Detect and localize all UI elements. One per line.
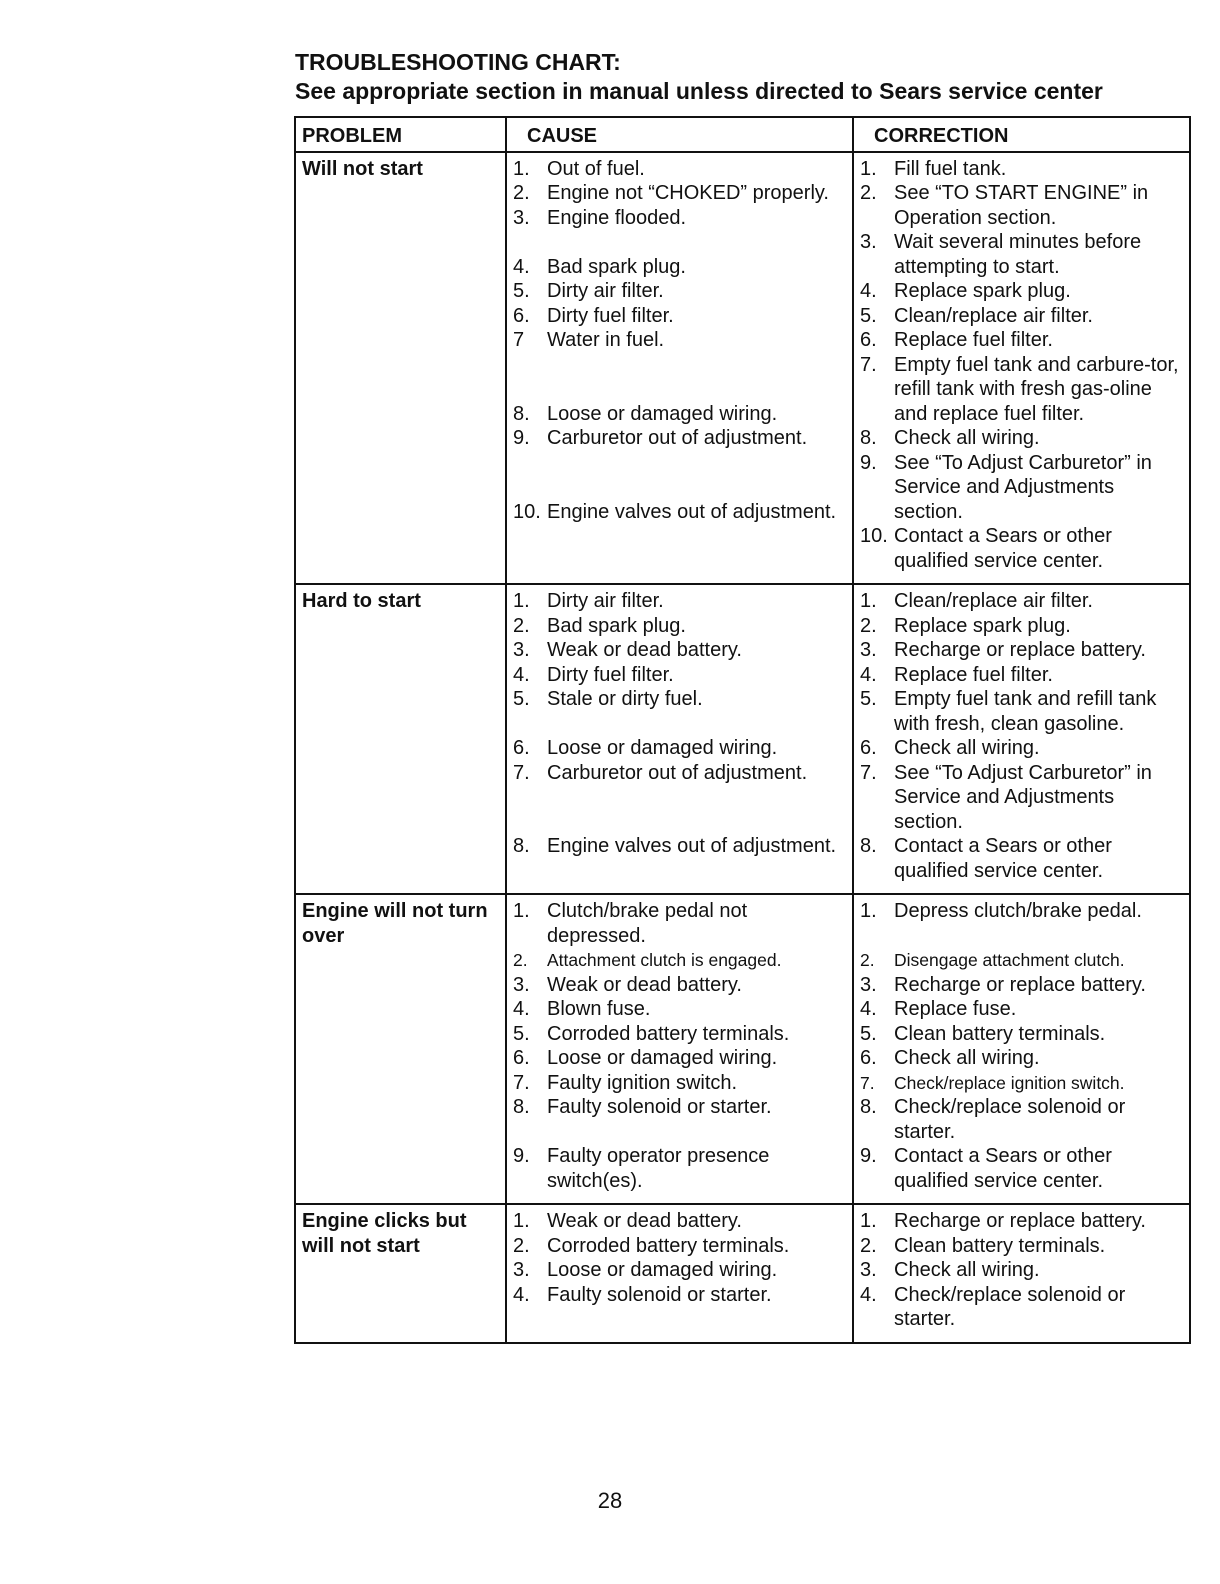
cause-item: 5. Corroded battery terminals. <box>513 1022 790 1045</box>
cause-item: 7 Water in fuel. <box>513 329 665 351</box>
correction-item: 3. Wait several minutes before attempting to start. <box>860 231 1142 278</box>
correction-item: 7. Check/replace ignition switch. <box>860 1072 1125 1093</box>
correction-item: 2. Clean battery terminals. <box>860 1234 1106 1257</box>
correction-item: 7. See “To Adjust Carburetor” in Service and Adjustments section. <box>860 761 1152 833</box>
correction-item: 8. Check all wiring. <box>860 427 1040 449</box>
cause-item: 1. Clutch/brake pedal not depressed. <box>513 900 748 947</box>
cause-item: 1. Out of fuel. <box>513 157 645 180</box>
correction-header: CORRECTION <box>853 117 1190 152</box>
cause-item: 1. Dirty air filter. <box>513 590 664 612</box>
cause-item: 4. Dirty fuel filter. <box>513 663 674 686</box>
cause-header: CAUSE <box>506 117 853 152</box>
correction-item: 2. See “TO START ENGINE” in Operation section. <box>860 182 1149 229</box>
cause-item: 2. Attachment clutch is engaged. <box>513 950 782 970</box>
cause-item: 7. Carburetor out of adjustment. <box>513 761 808 784</box>
correction-item: 4. Check/replace solenoid or starter. <box>860 1283 1126 1330</box>
cause-item: 6. Dirty fuel filter. <box>513 304 674 327</box>
correction-item: 4. Replace fuse. <box>860 998 1017 1020</box>
correction-item: 1. Fill fuel tank. <box>860 157 1007 180</box>
cause-cell <box>506 894 853 1204</box>
cause-item: 7. Faulty ignition switch. <box>513 1071 738 1094</box>
correction-item: 5. Clean battery terminals. <box>860 1022 1106 1045</box>
cause-item: 4. Blown fuse. <box>513 998 651 1020</box>
correction-item: 3. Check all wiring. <box>860 1259 1040 1281</box>
problem-cell: Hard to start <box>295 584 506 894</box>
problem-cell: Engine clicks but will not start <box>295 1204 506 1343</box>
table-row <box>295 1204 1190 1343</box>
correction-item: 10. Contact a Sears or other qualified service center. <box>860 525 1112 572</box>
cause-item: 8. Faulty solenoid or starter. <box>513 1096 772 1118</box>
correction-item: 4. Replace fuel filter. <box>860 663 1053 686</box>
cause-item: 5. Stale or dirty fuel. <box>513 688 703 710</box>
cause-item: 4. Faulty solenoid or starter. <box>513 1283 772 1306</box>
header-row <box>295 117 1190 152</box>
cause-item: 8. Engine valves out of adjustment. <box>513 835 837 857</box>
table-row <box>295 894 1190 1204</box>
correction-cell <box>853 584 1190 894</box>
correction-item: 1. Clean/replace air filter. <box>860 590 1093 612</box>
correction-item: 8. Contact a Sears or other qualified service center. <box>860 835 1112 882</box>
correction-cell <box>853 1204 1190 1343</box>
correction-item: 9. See “To Adjust Carburetor” in Service and Adjustments section. <box>860 451 1152 523</box>
cause-cell <box>506 152 853 585</box>
cause-cell <box>506 1204 853 1343</box>
correction-item: 1. Recharge or replace battery. <box>860 1210 1146 1232</box>
cause-item: 10. Engine valves out of adjustment. <box>513 500 837 523</box>
correction-item: 8. Check/replace solenoid or starter. <box>860 1096 1126 1143</box>
correction-item: 7. Empty fuel tank and carbure-tor, refill tank with fresh gas-oline and replace fuel filter. <box>860 353 1179 425</box>
table-row <box>295 584 1190 894</box>
correction-item: 9. Contact a Sears or other qualified service center. <box>860 1145 1112 1192</box>
cause-item: 8. Loose or damaged wiring. <box>513 402 778 425</box>
correction-cell <box>853 152 1190 585</box>
cause-item: 3. Loose or damaged wiring. <box>513 1259 778 1281</box>
heading <box>295 48 1103 106</box>
chart-title: TROUBLESHOOTING CHART: <box>295 49 621 75</box>
cause-item: 6. Loose or damaged wiring. <box>513 1047 778 1069</box>
page-number: 28 <box>597 1488 623 1513</box>
cause-item: 5. Dirty air filter. <box>513 280 664 302</box>
cause-item: 1. Weak or dead battery. <box>513 1210 742 1232</box>
cause-item: 3. Engine flooded. <box>513 206 687 229</box>
chart-subtitle: See appropriate section in manual unless directed to Sears service center <box>295 78 1103 104</box>
problem-header: PROBLEM <box>295 117 506 152</box>
troubleshooting-table <box>294 116 1191 1344</box>
table-row <box>295 152 1190 585</box>
correction-item: 4. Replace spark plug. <box>860 280 1071 302</box>
cause-item: 2. Engine not “CHOKED” properly. <box>513 182 829 204</box>
correction-item: 3. Recharge or replace battery. <box>860 973 1146 996</box>
correction-item: 6. Replace fuel filter. <box>860 329 1053 351</box>
cause-item: 2. Bad spark plug. <box>513 614 686 637</box>
cause-item: 9. Faulty operator presence switch(es). <box>513 1145 770 1192</box>
cause-item: 2. Corroded battery terminals. <box>513 1234 790 1257</box>
cause-item: 6. Loose or damaged wiring. <box>513 737 778 759</box>
problem-cell: Engine will not turn over <box>295 894 506 1204</box>
correction-item: 2. Replace spark plug. <box>860 614 1071 637</box>
correction-item: 5. Clean/replace air filter. <box>860 304 1093 327</box>
correction-item: 3. Recharge or replace battery. <box>860 639 1146 661</box>
correction-item: 6. Check all wiring. <box>860 737 1040 759</box>
problem-cell: Will not start <box>295 152 506 585</box>
correction-item: 5. Empty fuel tank and refill tank with fresh, clean gasoline. <box>860 688 1157 735</box>
correction-item: 2. Disengage attachment clutch. <box>860 950 1125 970</box>
cause-cell <box>506 584 853 894</box>
cause-item: 3. Weak or dead battery. <box>513 639 742 661</box>
correction-item: 1. Depress clutch/brake pedal. <box>860 900 1142 922</box>
correction-item: 6. Check all wiring. <box>860 1047 1040 1069</box>
correction-cell <box>853 894 1190 1204</box>
cause-item: 4. Bad spark plug. <box>513 255 686 278</box>
cause-item: 9. Carburetor out of adjustment. <box>513 427 808 449</box>
cause-item: 3. Weak or dead battery. <box>513 973 742 996</box>
